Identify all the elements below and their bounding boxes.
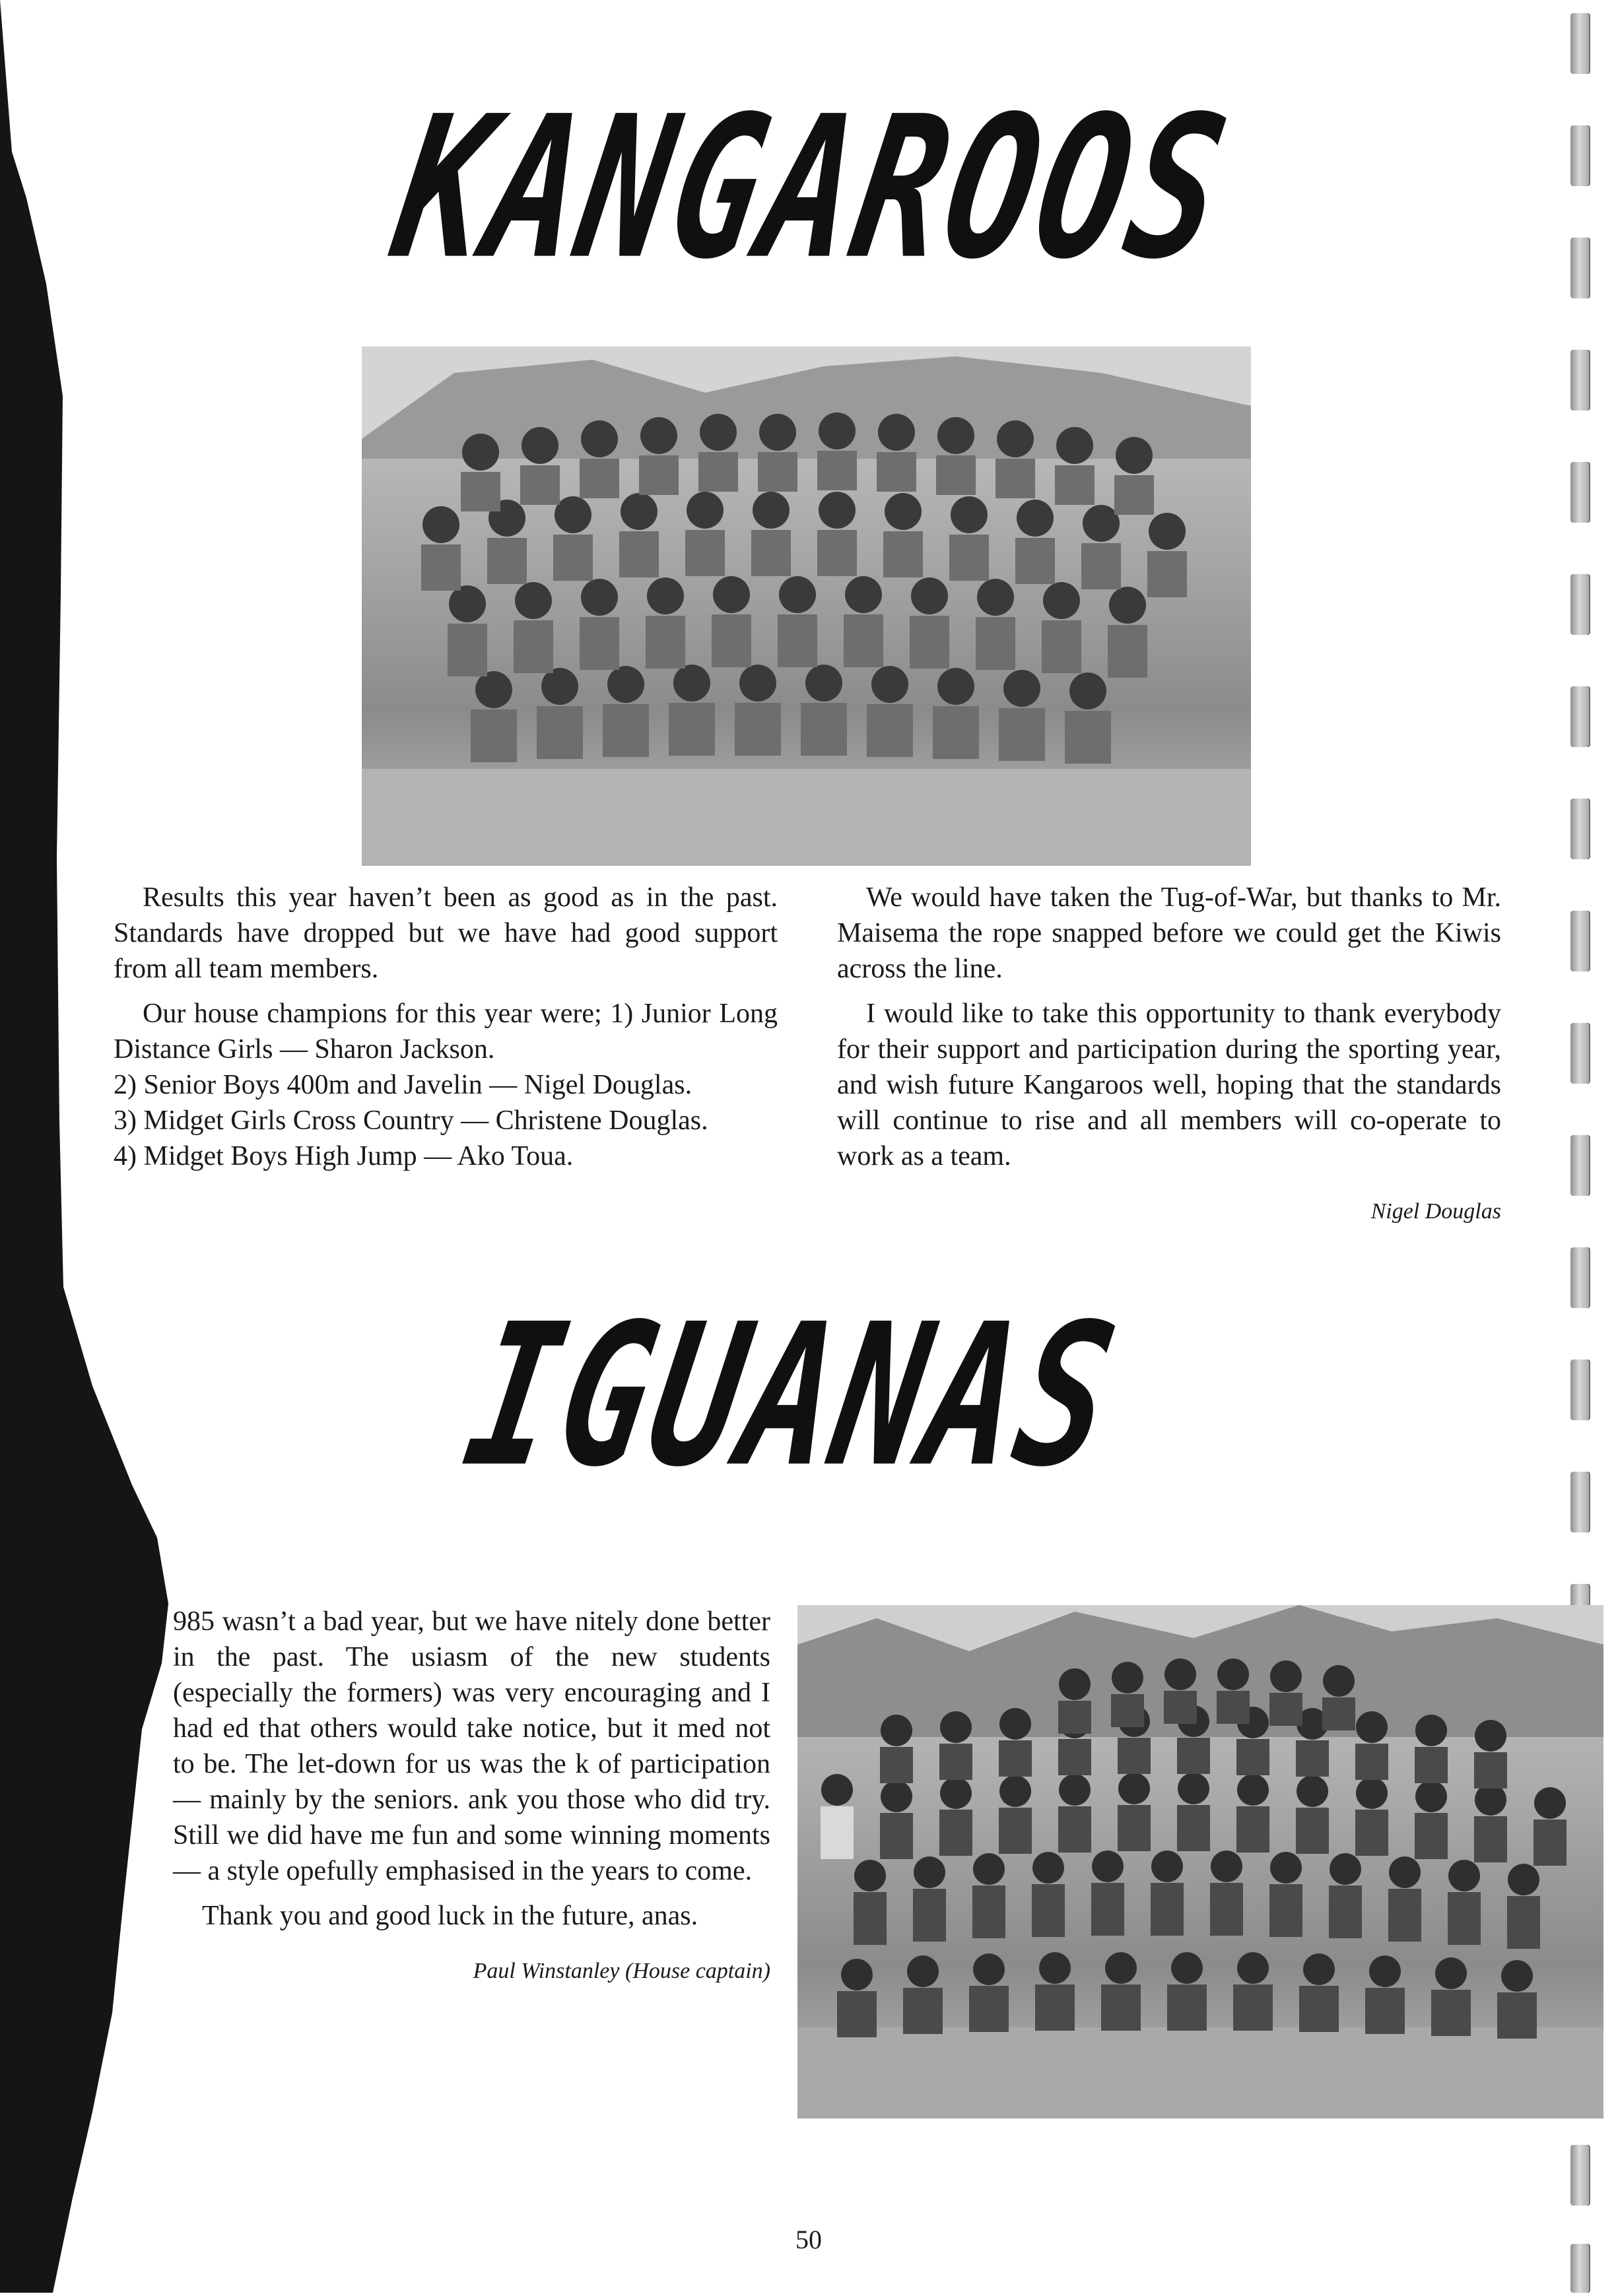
iguanas-signature: Paul Winstanley (House captain)	[473, 1959, 770, 1983]
kangaroos-paragraph-tug-of-war: We would have taken the Tug-of-War, but thanks to Mr. Maisema the rope snapped before we could get the Kiwis across the line.	[837, 882, 1501, 984]
kangaroos-report-left-column	[114, 880, 778, 1174]
kangaroos-paragraph-thanks: I would like to take this opportunity to thank everybody for their support and participation during the sporting year, and wish future Kangaroos well, hoping that the standards will continue to rise and all members will co-operate to work as a team.	[837, 999, 1501, 1171]
iguanas-team-photo	[797, 1605, 1603, 2118]
iguanas-paragraph-thanks: Thank you and good luck in the future, anas.	[202, 1901, 698, 1931]
kangaroos-champion-item-4: 4) Midget Boys High Jump — Ako Toua.	[114, 1141, 574, 1171]
kangaroos-champion-item-2: 2) Senior Boys 400m and Javelin — Nigel Douglas.	[114, 1070, 692, 1100]
kangaroos-report-right-column	[837, 880, 1501, 1230]
iguanas-report-column	[114, 1604, 770, 1989]
kangaroos-heading: KANGAROOS	[380, 74, 1244, 302]
kangaroos-paragraph-champions: Our house champions for this year were; 1) Junior Long Distance Girls — Sharon Jackson.	[114, 999, 778, 1065]
kangaroos-team-photo	[362, 346, 1251, 866]
kangaroos-champion-item-3: 3) Midget Girls Cross Country — Christene Douglas.	[114, 1105, 708, 1136]
kangaroos-signature: Nigel Douglas	[1370, 1199, 1501, 1224]
iguanas-paragraph-review: 985 wasn’t a bad year, but we have nitely done better in the past. The usiasm of the new students (especially the formers) was very encouraging and I had ed that others would take notice, but it med not to be. The let-down for us was the k of participation — mainly by the seniors. ank you those who did try. Still we did have me fun and some winning moments — a style opefully emphasised in the years to come.	[173, 1606, 770, 1886]
iguanas-heading: IGUANAS	[452, 1282, 1133, 1510]
page-number: 50	[795, 2225, 822, 2254]
kangaroos-paragraph-results: Results this year haven’t been as good as in the past. Standards have dropped but we have had good support from all team members.	[114, 882, 778, 984]
